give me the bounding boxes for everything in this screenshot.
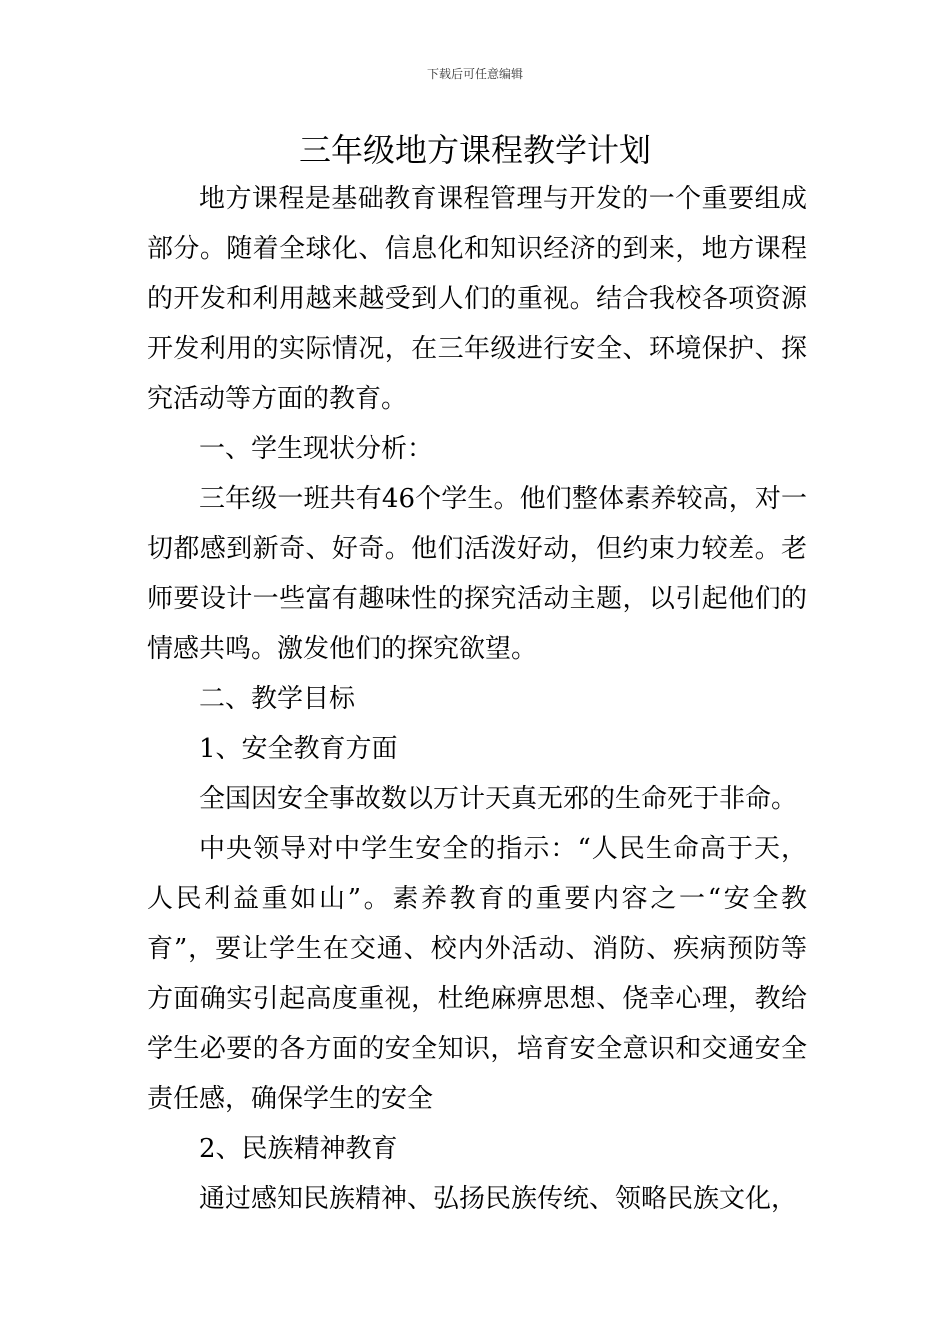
subheading-safety-education: 1、安全教育方面: [199, 734, 398, 764]
paragraph-safety-fact: 全国因安全事故数以万计天真无邪的生命死于非命。: [199, 784, 798, 814]
document-title: 三年级地方课程教学计划: [298, 131, 651, 169]
section-heading-student-analysis: 一、学生现状分析：: [199, 434, 434, 464]
paragraph-national-spirit: 通过感知民族精神、弘扬民族传统、领略民族文化，: [199, 1184, 798, 1214]
paragraph-student-analysis: 三年级一班共有46个学生。他们整体素养较高，对一切都感到新奇、好奇。他们活泼好动，但约束力较差。老师要设计一些富有趣味性的探究活动主题，以引起他们的情感共鸣。激发他们的探究欲望。: [147, 484, 807, 664]
section-heading-teaching-goals: 二、教学目标: [199, 684, 356, 714]
paragraph-safety-guidance: 中央领导对中学生安全的指示：“人民生命高于天，人民利益重如山”。素养教育的重要内容之一“安全教育”，要让学生在交通、校内外活动、消防、疾病预防等方面确实引起高度重视，杜绝麻痹思想、侥幸心理，教给学生必要的各方面的安全知识，培育安全意识和交通安全责任感，确保学生的安全: [147, 834, 807, 1114]
document-body: [147, 174, 807, 1224]
header-note: 下载后可任意编辑: [426, 67, 523, 81]
subheading-national-spirit: 2、民族精神教育: [199, 1134, 398, 1164]
paragraph-intro: 地方课程是基础教育课程管理与开发的一个重要组成部分。随着全球化、信息化和知识经济的到来，地方课程的开发和利用越来越受到人们的重视。结合我校各项资源开发利用的实际情况，在三年级进行安全、环境保护、探究活动等方面的教育。: [147, 184, 807, 414]
